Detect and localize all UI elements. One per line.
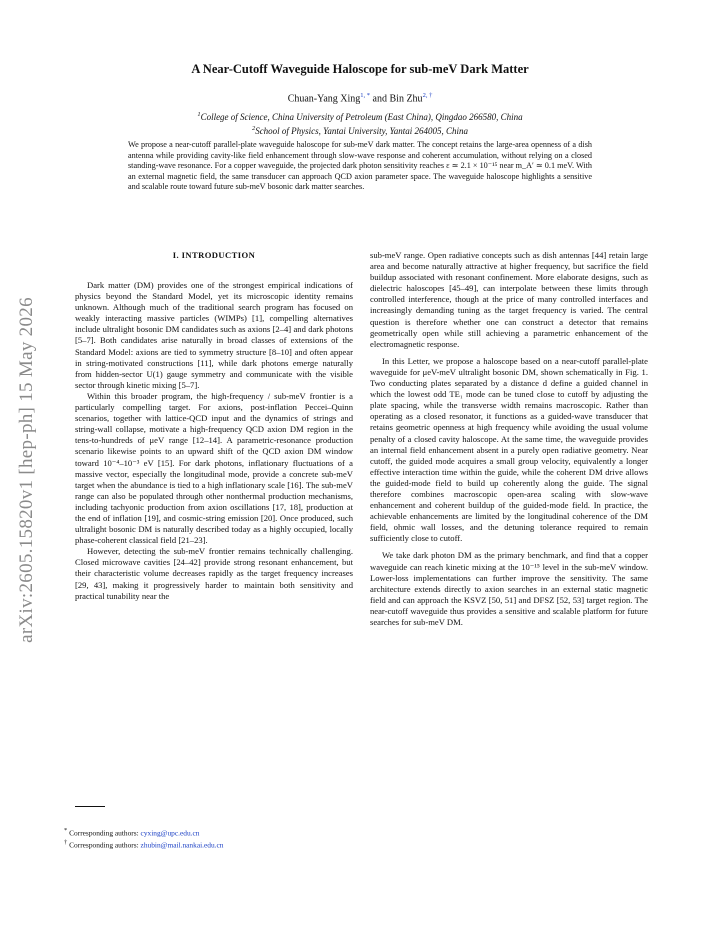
footnote-mark: † xyxy=(64,839,68,847)
paragraph: However, detecting the sub-meV frontier remains technically challenging. Closed microwave cavities [24–42] provide strong resonant enhancement, but their characteristic volume decreases rapidly as the target frequency increases [29, 43], making it progressively harder to maintain both sensitivity and practical tunability near the xyxy=(75,546,353,601)
affiliation-2 xyxy=(0,123,720,137)
author-name-2: Bin Zhu xyxy=(389,93,423,105)
affiliation-mark: 1 xyxy=(197,111,201,118)
footnote-rule xyxy=(75,806,105,807)
footnote-label: Corresponding authors: xyxy=(69,840,141,850)
paragraph: sub-meV range. Open radiative concepts such as dish antennas [44] retain large area and become naturally attractive at higher frequency, but sacrifice the field buildup associated with resonant confinement. More elaborate designs, such as dielectric haloscopes [45–49], can interpolate between these limits through controlled interference, though at the price of many controlled interfaces and increasingly demanding tuning as the target frequency is varied. The central question is therefore whether one can construct a detector that remains geometrically open while still achieving a parametric enhancement of the electromagnetic response. xyxy=(370,250,648,349)
author-conjunction: and xyxy=(370,93,390,105)
email-link-zhubin[interactable]: zhubin@mail.nankai.edu.cn xyxy=(140,840,224,850)
affiliation-mark: 2 xyxy=(251,125,256,132)
arxiv-identifier-text: arXiv:2605.15820v1 [hep-ph] 15 May 2026 xyxy=(16,297,37,643)
footnote-label: Corresponding authors: xyxy=(69,828,141,838)
affiliations xyxy=(0,109,720,137)
affiliation-text: College of Science, China University of Petroleum (East China), Qingdao 266580, China xyxy=(200,112,523,122)
affiliation-text: School of Physics, Yantai University, Yantai 264005, China xyxy=(255,126,469,136)
author-name-1: Chuan-Yang Xing xyxy=(287,93,361,105)
arxiv-identifier xyxy=(14,250,40,690)
abstract: We propose a near-cutoff parallel-plate waveguide haloscope for sub-meV dark matter. The concept retains the large-area openness of a dish antenna while providing cavity-like field enhancement through slow-wave response and coherent accumulation, without relying on a closed standing-wave resonance. For a copper waveguide, the projected dark photon sensitivity reaches ε ≃ 2.1 × 10⁻¹⁵ near m_A′ ≃ 0.1 meV. With an external magnetic field, the same transducer can approach QCD axion parameter space. The waveguide haloscope highlights a sensitive and scalable route toward future sub-meV bosonic dark matter searches. xyxy=(128,140,592,192)
author-mark-1[interactable]: 1, * xyxy=(360,92,371,99)
paragraph: Dark matter (DM) provides one of the strongest empirical indications of physics beyond the Standard Model, yet its microscopic identity remains unknown. Although much of the traditional search program has focused on weakly interacting massive particles (WIMPs) [1], compelling alternatives include ultralight bosonic DM candidates such as axions [2–4] and dark photons [5–7]. Both candidates arise naturally in broad classes of extensions of the Standard Model: axions are tied to symmetry structure [8–10] and often appear in string-motivated constructions [11], while dark photons emerge naturally from hidden-sector U(1) gauge symmetry and communicate with the visible sector through kinetic mixing [5–7]. xyxy=(75,280,353,390)
author-line xyxy=(0,92,720,104)
footnote-mark: * xyxy=(64,827,68,834)
paragraph: Within this broader program, the high-frequency / sub-meV frontier is a particularly compelling target. For axions, post-inflation Peccei–Quinn scenarios, together with lattice-QCD input and the dynamics of strings and string-wall collapse, motivate a high-frequency QCD axion DM region in the tens-to-hundreds of μeV range [12–14]. A parametric-resonance production scenario likewise points to an upward shift of the QCD axion DM window toward 10⁻⁴–10⁻³ eV [15]. For dark photons, inflationary fluctuations of a massive vector, especially the longitudinal mode, provide a concrete sub-meV target when the abundance is tied to a high inflationary scale [16]. The sub-meV range can also be populated through other nonthermal production mechanisms, including tachyonic production from axion oscillations [17, 18], production at the end of inflation [19], and cosmic-string emission [20]. Once produced, such ultralight bosonic DM is naturally described today as a highly occupied, locally phase-coherent classical field [21–23]. xyxy=(75,390,353,546)
section-heading-introduction: I. INTRODUCTION xyxy=(172,250,256,260)
paragraph: We take dark photon DM as the primary benchmark, and find that a copper waveguide can reach kinetic mixing at the 10⁻¹⁵ level in the sub-meV window. Lower-loss implementations can further improve the sensitivity. The same architecture extends directly to axion searches in an external static magnetic field and can approach the KSVZ [50, 51] and DFSZ [52, 53] target region. The near-cutoff waveguide thus provides a sensitive and scalable platform for future searches for sub-meV DM. xyxy=(370,550,648,627)
paper-title: A Near-Cutoff Waveguide Haloscope for sub-meV Dark Matter xyxy=(191,62,529,76)
affiliation-1 xyxy=(0,109,720,123)
right-column xyxy=(370,250,648,628)
footnotes xyxy=(64,826,354,851)
footnote-1 xyxy=(64,826,354,838)
author-mark-2[interactable]: 2, † xyxy=(422,92,433,99)
paragraph: In this Letter, we propose a haloscope based on a near-cutoff parallel-plate waveguide for μeV-meV ultralight bosonic DM, shown schematically in Fig. 1. Two conducting plates separated by a distance d define a guided channel in which the lowest odd TE₁ mode can be tuned close to cutoff by adjusting the plate spacing, while the transverse width remains macroscopic. Rather than operating as a closed resonator, it functions as a guided-wave transducer that retains geometric openness at high frequency while avoiding the usual volume penalty of a closed cavity haloscope. At the same time, the waveguide provides an internal field enhancement absent in a purely open radiative geometry. Near cutoff, the guided mode acquires a small group velocity, equivalently a longer effective interaction time within the guide, while the coherent DM drive allows the guided-mode field to build up coherently along the guide. The signal therefore combines macroscopic open-area scaling with slow-wave enhancement and coherent buildup of the guided-mode field. In practice, the achievable enhancements are limited by the longitudinal coherence of the DM field, ohmic wall losses, and the detuning tolerance required to remain sufficiently close to cutoff. xyxy=(370,355,648,544)
email-link-cyxing[interactable]: cyxing@upc.edu.cn xyxy=(140,828,200,838)
footnote-2 xyxy=(64,838,354,850)
left-column xyxy=(75,250,353,602)
